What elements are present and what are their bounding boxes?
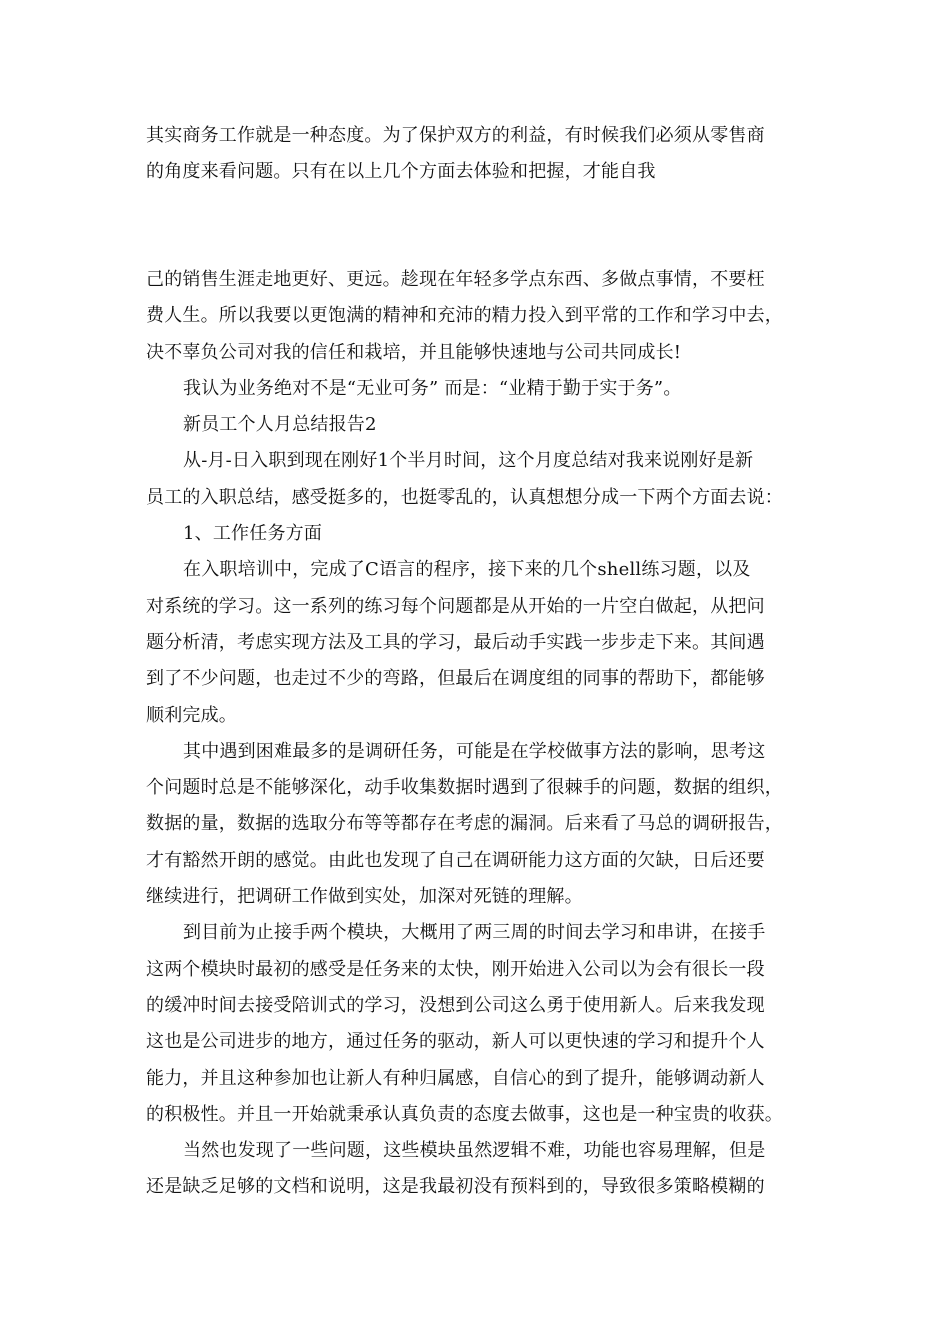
paragraph-line: 我认为业务绝对不是“无业可务” 而是：“业精于勤于实于务”。: [183, 377, 682, 399]
paragraph-line: 己的销售生涯走地更好、更远。趁现在年轻多学点东西、多做点事情，不要枉: [146, 269, 765, 290]
paragraph-line: 数据的量，数据的选取分布等等都存在考虑的漏洞。后来看了马总的调研报告，: [146, 813, 783, 835]
paragraph-line: 决不辜负公司对我的信任和栽培，并且能够快速地与公司共同成长!: [146, 341, 682, 363]
paragraph-line: 其实商务工作就是一种态度。为了保护双方的利益，有时候我们必须从零售商: [146, 125, 765, 146]
paragraph-line: 到了不少问题，也走过不少的弯路，但最后在调度组的同事的帮助下，都能够: [146, 668, 765, 690]
paragraph-line: 到目前为止接手两个模块，大概用了两三周的时间去学习和串讲，在接手: [183, 922, 766, 944]
paragraph-line: 继续进行，把调研工作做到实处，加深对死链的理解。: [146, 886, 583, 908]
subsection-heading: 1、工作任务方面: [183, 523, 323, 545]
paragraph-line: 这两个模块时最初的感受是任务来的太快，刚开始进入公司以为会有很长一段: [146, 958, 765, 980]
paragraph-line: 这也是公司进步的地方，通过任务的驱动，新人可以更快速的学习和提升个人: [146, 1031, 765, 1053]
paragraph-line: 从-月-日入职到现在刚好1个半月时间，这个月度总结对我来说刚好是新: [183, 450, 754, 472]
paragraph-line: 个问题时总是不能够深化，动手收集数据时遇到了很棘手的问题，数据的组织，: [146, 777, 783, 799]
paragraph-line: 能力，并且这种参加也让新人有种归属感，自信心的到了提升，能够调动新人: [146, 1067, 765, 1089]
paragraph-line: 才有豁然开朗的感觉。由此也发现了自己在调研能力这方面的欠缺，日后还要: [146, 849, 765, 871]
paragraph-line: 还是缺乏足够的文档和说明，这是我最初没有预料到的，导致很多策略模糊的: [146, 1176, 765, 1198]
paragraph-line: 题分析清，考虑实现方法及工具的学习，最后动手实践一步步走下来。其间遇: [146, 631, 765, 653]
paragraph-line: 其中遇到困难最多的是调研任务，可能是在学校做事方法的影响，思考这: [183, 740, 766, 762]
paragraph-line: 的缓冲时间去接受陪训式的学习，没想到公司这么勇于使用新人。后来我发现: [146, 994, 765, 1016]
paragraph-line: 在入职培训中，完成了C语言的程序，接下来的几个shell练习题，以及: [183, 559, 751, 581]
text-block-top: [146, 118, 806, 191]
paragraph-line: 费人生。所以我要以更饱满的精神和充沛的精力投入到平常的工作和学习中去，: [146, 305, 783, 327]
paragraph-line: 的角度来看问题。只有在以上几个方面去体验和把握，才能自我: [146, 161, 656, 183]
paragraph-line: 的积极性。并且一开始就秉承认真负责的态度去做事，这也是一种宝贵的收获。: [146, 1103, 783, 1125]
text-block-main: [146, 262, 806, 1206]
paragraph-line: 当然也发现了一些问题，这些模块虽然逻辑不难，功能也容易理解，但是: [183, 1140, 766, 1162]
paragraph-line: 员工的入职总结，感受挺多的，也挺零乱的，认真想想分成一下两个方面去说：: [146, 486, 783, 508]
paragraph-line: 顺利完成。: [146, 704, 237, 726]
section-heading: 新员工个人月总结报告2: [183, 414, 377, 436]
paragraph-line: 对系统的学习。这一系列的练习每个问题都是从开始的一片空白做起，从把问: [146, 595, 765, 617]
